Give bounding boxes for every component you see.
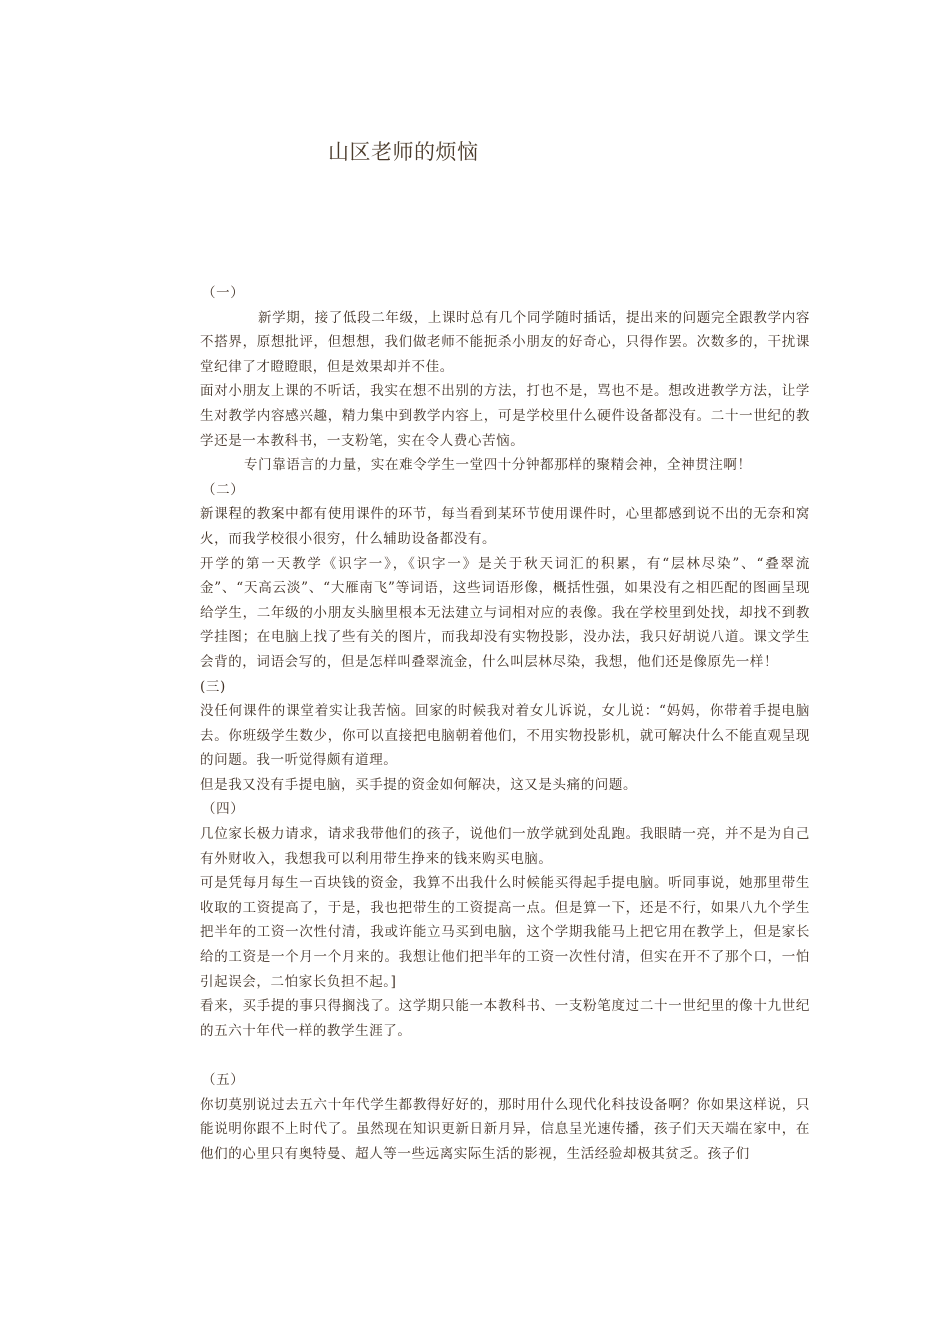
paragraph-gap bbox=[200, 1043, 810, 1068]
section-1-heading: （一） bbox=[202, 285, 245, 301]
section-2-heading: （二） bbox=[202, 481, 245, 498]
section-3-paragraph-1: 没任何课件的课堂着实让我苦恼。回家的时候我对着女儿诉说，女儿说：“妈妈，你带着手提电脑去。你班级学生数少，你可以直接把电脑朝着他们，不用实物投影机，就可解决什么不能直观呈现的问题。我一听觉得颇有道理。 bbox=[200, 703, 810, 769]
section-5-paragraph-1: 你切莫别说过去五六十年代学生都教得好好的，那时用什么现代化科技设备啊？你如果这样说，只能说明你跟不上时代了。虽然现在知识更新日新月异，信息呈光速传播，孩子们天天端在家中，在他们的心里只有奥特曼、超人等一些远离实际生活的影视，生活经验却极其贫乏。孩子们 bbox=[200, 1096, 810, 1162]
document-title: 山区老师的烦恼 bbox=[328, 140, 479, 164]
section-5-heading: （五） bbox=[202, 1072, 245, 1088]
section-1-paragraph-2: 面对小朋友上课的不听话，我实在想不出别的方法，打也不是，骂也不是。想改进教学方法，让学生对教学内容感兴趣，精力集中到教学内容上，可是学校里什么硬件设备都没有。二十一世纪的教学还是一本教科书，一支粉笔，实在令人费心苦恼。 bbox=[200, 383, 810, 449]
section-4-paragraph-2: 可是凭每月每生一百块钱的资金，我算不出我什么时候能买得起手提电脑。听同事说，她那里带生收取的工资提高了，于是，我也把带生的工资提高一点。但是算一下，还是不行，如果八九个学生把半年的工资一次性付清，我或许能立马买到电脑，这个学期我能马上把它用在教学上，但是家长给的工资是一个月一个月来的。我想让他们把半年的工资一次性付清，但实在开不了那个口，一怕引起误会，二怕家长负担不起。] bbox=[200, 875, 810, 990]
section-2-paragraph-2: 开学的第一天教学《识字一》，《识字一》是关于秋天词汇的积累，有“层林尽染”、“叠翠流金”、“天高云淡”、“大雁南飞”等词语，这些词语形像，概括性强，如果没有之相匹配的图画呈现给学生，二年级的小朋友头脑里根本无法建立与词相对应的表像。我在学校里到处找，却找不到教学挂图；在电脑上找了些有关的图片，而我却没有实物投影，没办法，我只好胡说八道。课文学生会背的，词语会写的，但是怎样叫叠翠流金，什么叫层林尽染，我想，他们还是像原先一样！ bbox=[200, 555, 810, 670]
section-4-paragraph-3: 看来，买手提的事只得搁浅了。这学期只能一本教科书、一支粉笔度过二十一世纪里的像十九世纪的五六十年代一样的教学生涯了。 bbox=[200, 998, 810, 1039]
document-body bbox=[200, 281, 810, 1166]
section-1-paragraph-1: 新学期，接了低段二年级，上课时总有几个同学随时插话，提出来的问题完全跟教学内容不搭界，原想批评，但想想，我们做老师不能扼杀小朋友的好奇心，只得作罢。次数多的，干扰课堂纪律了才瞪瞪眼，但是效果却并不佳。 bbox=[200, 309, 810, 375]
section-2-paragraph-1: 新课程的教案中都有使用课件的环节，每当看到某环节使用课件时，心里都感到说不出的无奈和窝火，而我学校很小很穷，什么辅助设备都没有。 bbox=[200, 506, 810, 547]
section-1-paragraph-3: 专门靠语言的力量，实在难令学生一堂四十分钟都那样的聚精会神，全神贯注啊！ bbox=[244, 457, 752, 474]
section-4-heading: （四） bbox=[202, 801, 245, 818]
section-3-heading: (三) bbox=[200, 678, 226, 695]
section-4-paragraph-1: 几位家长极力请求，请求我带他们的孩子，说他们一放学就到处乱跑。我眼睛一亮，并不是为自己有外财收入，我想我可以利用带生挣来的钱来购买电脑。 bbox=[200, 826, 810, 867]
section-3-paragraph-2: 但是我又没有手提电脑，买手提的资金如何解决，这又是头痛的问题。 bbox=[200, 776, 638, 793]
